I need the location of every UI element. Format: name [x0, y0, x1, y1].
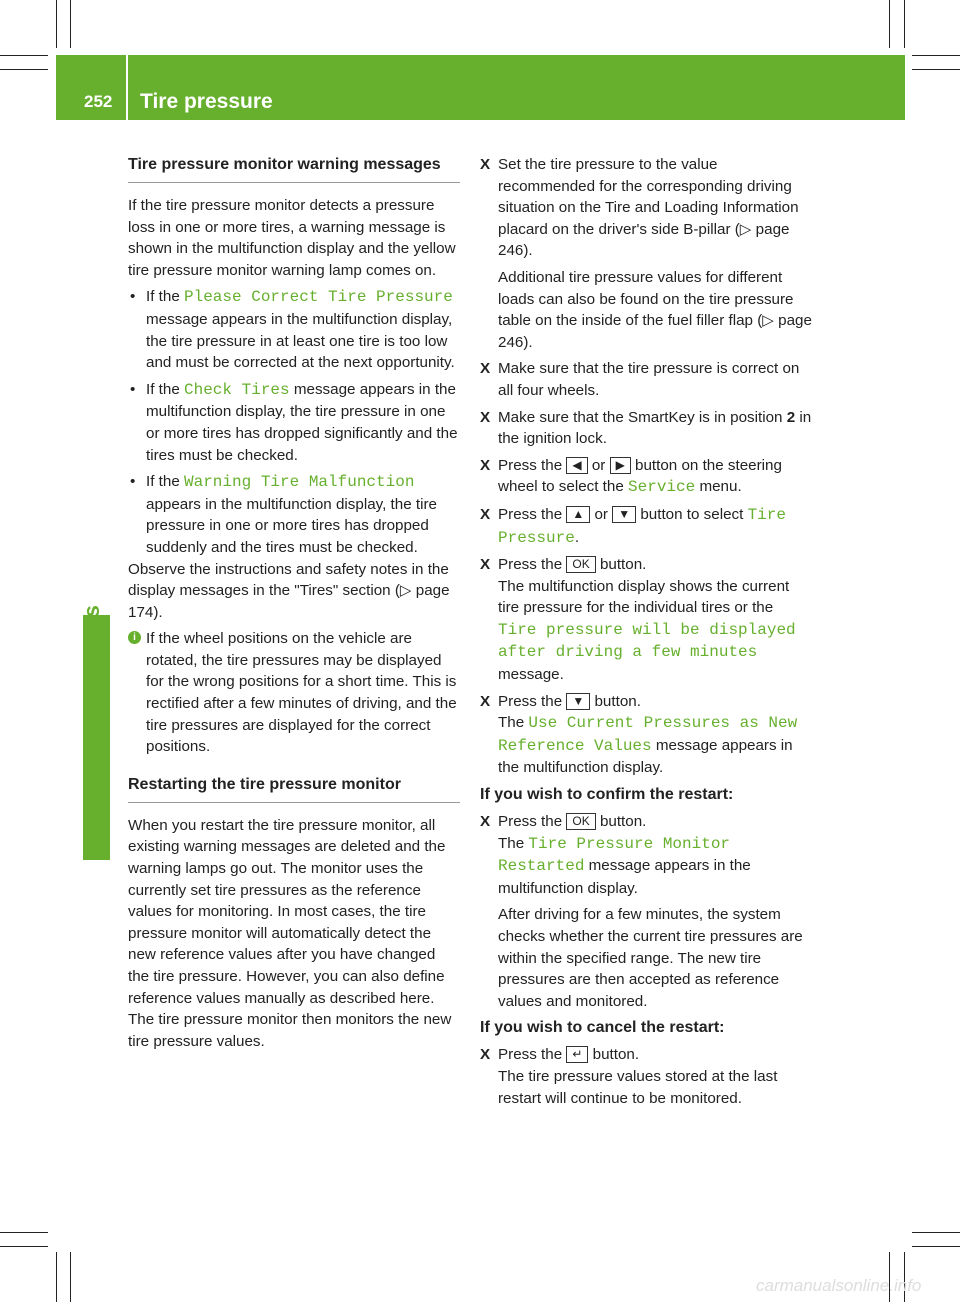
- text: Press the: [498, 813, 567, 831]
- text: The: [498, 714, 529, 732]
- page-number: 252: [84, 92, 113, 111]
- text: button.: [588, 1046, 640, 1064]
- ok-button-icon: OK: [566, 556, 595, 573]
- text: message.: [498, 666, 564, 684]
- text: menu.: [695, 478, 742, 496]
- crop-mark: [904, 0, 905, 48]
- step-arrow-icon: X: [480, 1046, 491, 1064]
- step: [480, 455, 814, 499]
- display-message: Warning Tire Malfunction: [184, 473, 415, 492]
- text: Press the: [498, 692, 567, 710]
- display-message: Tire Pressure: [498, 505, 786, 547]
- text: Make sure that the tire pressure is correct on all four wheels.: [498, 360, 800, 399]
- text: .: [574, 528, 580, 546]
- info-icon: i: [128, 631, 141, 644]
- text: message appears in the multifunction display.: [498, 857, 751, 897]
- down-button-icon: ▼: [566, 693, 590, 710]
- crop-mark: [70, 1252, 71, 1302]
- display-message: Please Correct Tire Pressure: [184, 288, 453, 307]
- crop-mark: [56, 1252, 57, 1302]
- bullet-item: [128, 379, 460, 466]
- step: [480, 554, 814, 686]
- text: Make sure that the SmartKey is in position: [498, 408, 787, 426]
- step-arrow-icon: X: [480, 556, 491, 574]
- step: [480, 691, 814, 779]
- page-title: Tire pressure: [140, 90, 273, 113]
- step-arrow-icon: X: [480, 456, 491, 474]
- text: The multifunction display shows the current tire pressure for the individual tires or the: [498, 577, 790, 617]
- left-column: [128, 154, 460, 1052]
- text: Set the tire pressure to the value recommended for the corresponding driving situation on the Tire and Loading Information placard on the driver's side B-pillar (▷ page 246).: [498, 156, 799, 260]
- step: [480, 504, 814, 549]
- bullet-item: [128, 471, 460, 558]
- step: [480, 358, 814, 401]
- section-heading: Tire pressure monitor warning messages: [128, 156, 441, 173]
- text: in the ignition lock.: [498, 408, 812, 448]
- bullet-icon: •: [130, 288, 136, 306]
- paragraph: When you restart the tire pressure monitor, all existing warning messages are deleted and the warning lamps go out. The monitor uses the currently set tire pressures as the reference values for monitoring. In most cases, the tire pressure monitor will automatically detect the new reference values after you have changed the tire pressure. However, you can also define reference values manually as described here. The tire pressure monitor then monitors the new tire pressure values.: [128, 816, 452, 1050]
- crop-mark: [0, 55, 48, 56]
- info-note: [128, 628, 460, 758]
- step: [480, 154, 814, 262]
- crop-mark: [889, 0, 890, 48]
- text: button.: [595, 813, 647, 831]
- down-button-icon: ▼: [612, 506, 636, 523]
- text: The tire pressure values stored at the last restart will continue to be monitored.: [498, 1067, 778, 1107]
- crop-mark: [912, 1232, 960, 1233]
- text: message appears in the multifunction display.: [498, 736, 793, 777]
- text: If the: [146, 380, 184, 398]
- text: message appears in the multifunction display, the tire pressure in one or more tires has dropped significantly and the tires must be checked.: [146, 380, 458, 464]
- text: Press the: [498, 1046, 567, 1064]
- chapter-label: Wheels and tires: [79, 605, 104, 780]
- back-button-icon: ↵: [566, 1046, 588, 1063]
- divider: [128, 802, 460, 803]
- text: Press the: [498, 556, 567, 574]
- divider: [128, 182, 460, 183]
- text: message appears in the multifunction display, the tire pressure in at least one tire is too low and must be corrected at the next opportunity.: [146, 310, 455, 372]
- text: The: [498, 834, 529, 852]
- key-position: 2: [786, 408, 796, 426]
- bullet-icon: •: [130, 380, 136, 398]
- ok-button-icon: OK: [566, 813, 595, 830]
- paragraph: If the tire pressure monitor detects a pressure loss in one or more tires, a warning message is shown in the multifunction display and the yellow tire pressure monitor warning lamp comes on.: [128, 197, 456, 279]
- step-arrow-icon: X: [480, 156, 491, 173]
- step: [480, 407, 814, 450]
- step-arrow-icon: X: [480, 505, 491, 523]
- crop-mark: [0, 1232, 48, 1233]
- step: [480, 1044, 814, 1109]
- step-arrow-icon: X: [480, 360, 491, 378]
- section-heading: Restarting the tire pressure monitor: [128, 775, 401, 793]
- crop-mark: [0, 69, 48, 70]
- text: If the: [146, 473, 184, 491]
- text: button.: [590, 692, 641, 710]
- subheading: If you wish to cancel the restart:: [480, 1019, 725, 1037]
- text: Press the: [498, 505, 567, 523]
- crop-mark: [912, 55, 960, 56]
- text: or: [590, 505, 613, 523]
- step: [480, 811, 814, 899]
- header-divider: [126, 55, 128, 120]
- display-message: Use Current Pressures as New Reference Values: [498, 714, 798, 755]
- display-message: Tire pressure will be displayed after driving a few minutes: [498, 620, 796, 662]
- crop-mark: [912, 69, 960, 70]
- display-message: Tire Pressure Monitor Restarted: [498, 834, 731, 876]
- display-message: Check Tires: [184, 380, 290, 399]
- right-button-icon: ▶: [610, 457, 631, 474]
- text: If the wheel positions on the vehicle are rotated, the tire pressures may be displayed for the wrong positions for a short time. This is rectified after a few minutes of driving, and the tire pressures are displayed for the correct positions.: [146, 630, 457, 756]
- step-arrow-icon: X: [480, 692, 491, 710]
- crop-mark: [56, 0, 57, 48]
- subheading: If you wish to confirm the restart:: [480, 786, 734, 804]
- display-message: Service: [628, 478, 696, 497]
- step-arrow-icon: X: [480, 408, 491, 426]
- text: button on the steering wheel to select the: [498, 456, 782, 496]
- text: If the: [146, 288, 184, 306]
- bullet-icon: •: [130, 473, 136, 491]
- text: Press the: [498, 456, 567, 474]
- text: or: [587, 456, 610, 474]
- step-note: After driving for a few minutes, the system checks whether the current tire pressures are within the specified range. The new tire pressures are then accepted as reference values and monitored.: [498, 906, 803, 1010]
- text: button.: [595, 556, 647, 574]
- step-note: Additional tire pressure values for different loads can also be found on the tire pressure table on the inside of the fuel filler flap (▷ page 246).: [498, 268, 812, 351]
- step-arrow-icon: X: [480, 813, 491, 831]
- bullet-item: [128, 286, 460, 373]
- watermark: carmanualsonline.info: [756, 1276, 922, 1295]
- crop-mark: [0, 1246, 48, 1247]
- crop-mark: [70, 0, 71, 48]
- right-column: [480, 154, 814, 1109]
- text: button to select: [636, 505, 748, 523]
- paragraph: Observe the instructions and safety notes in the display messages in the "Tires" section (▷ page 174).: [128, 560, 450, 621]
- crop-mark: [912, 1246, 960, 1247]
- left-button-icon: ◀: [566, 457, 587, 474]
- up-button-icon: ▲: [566, 506, 590, 523]
- text: appears in the multifunction display, the tire pressure in one or more tires has dropped suddenly and the tires must be checked.: [146, 495, 437, 556]
